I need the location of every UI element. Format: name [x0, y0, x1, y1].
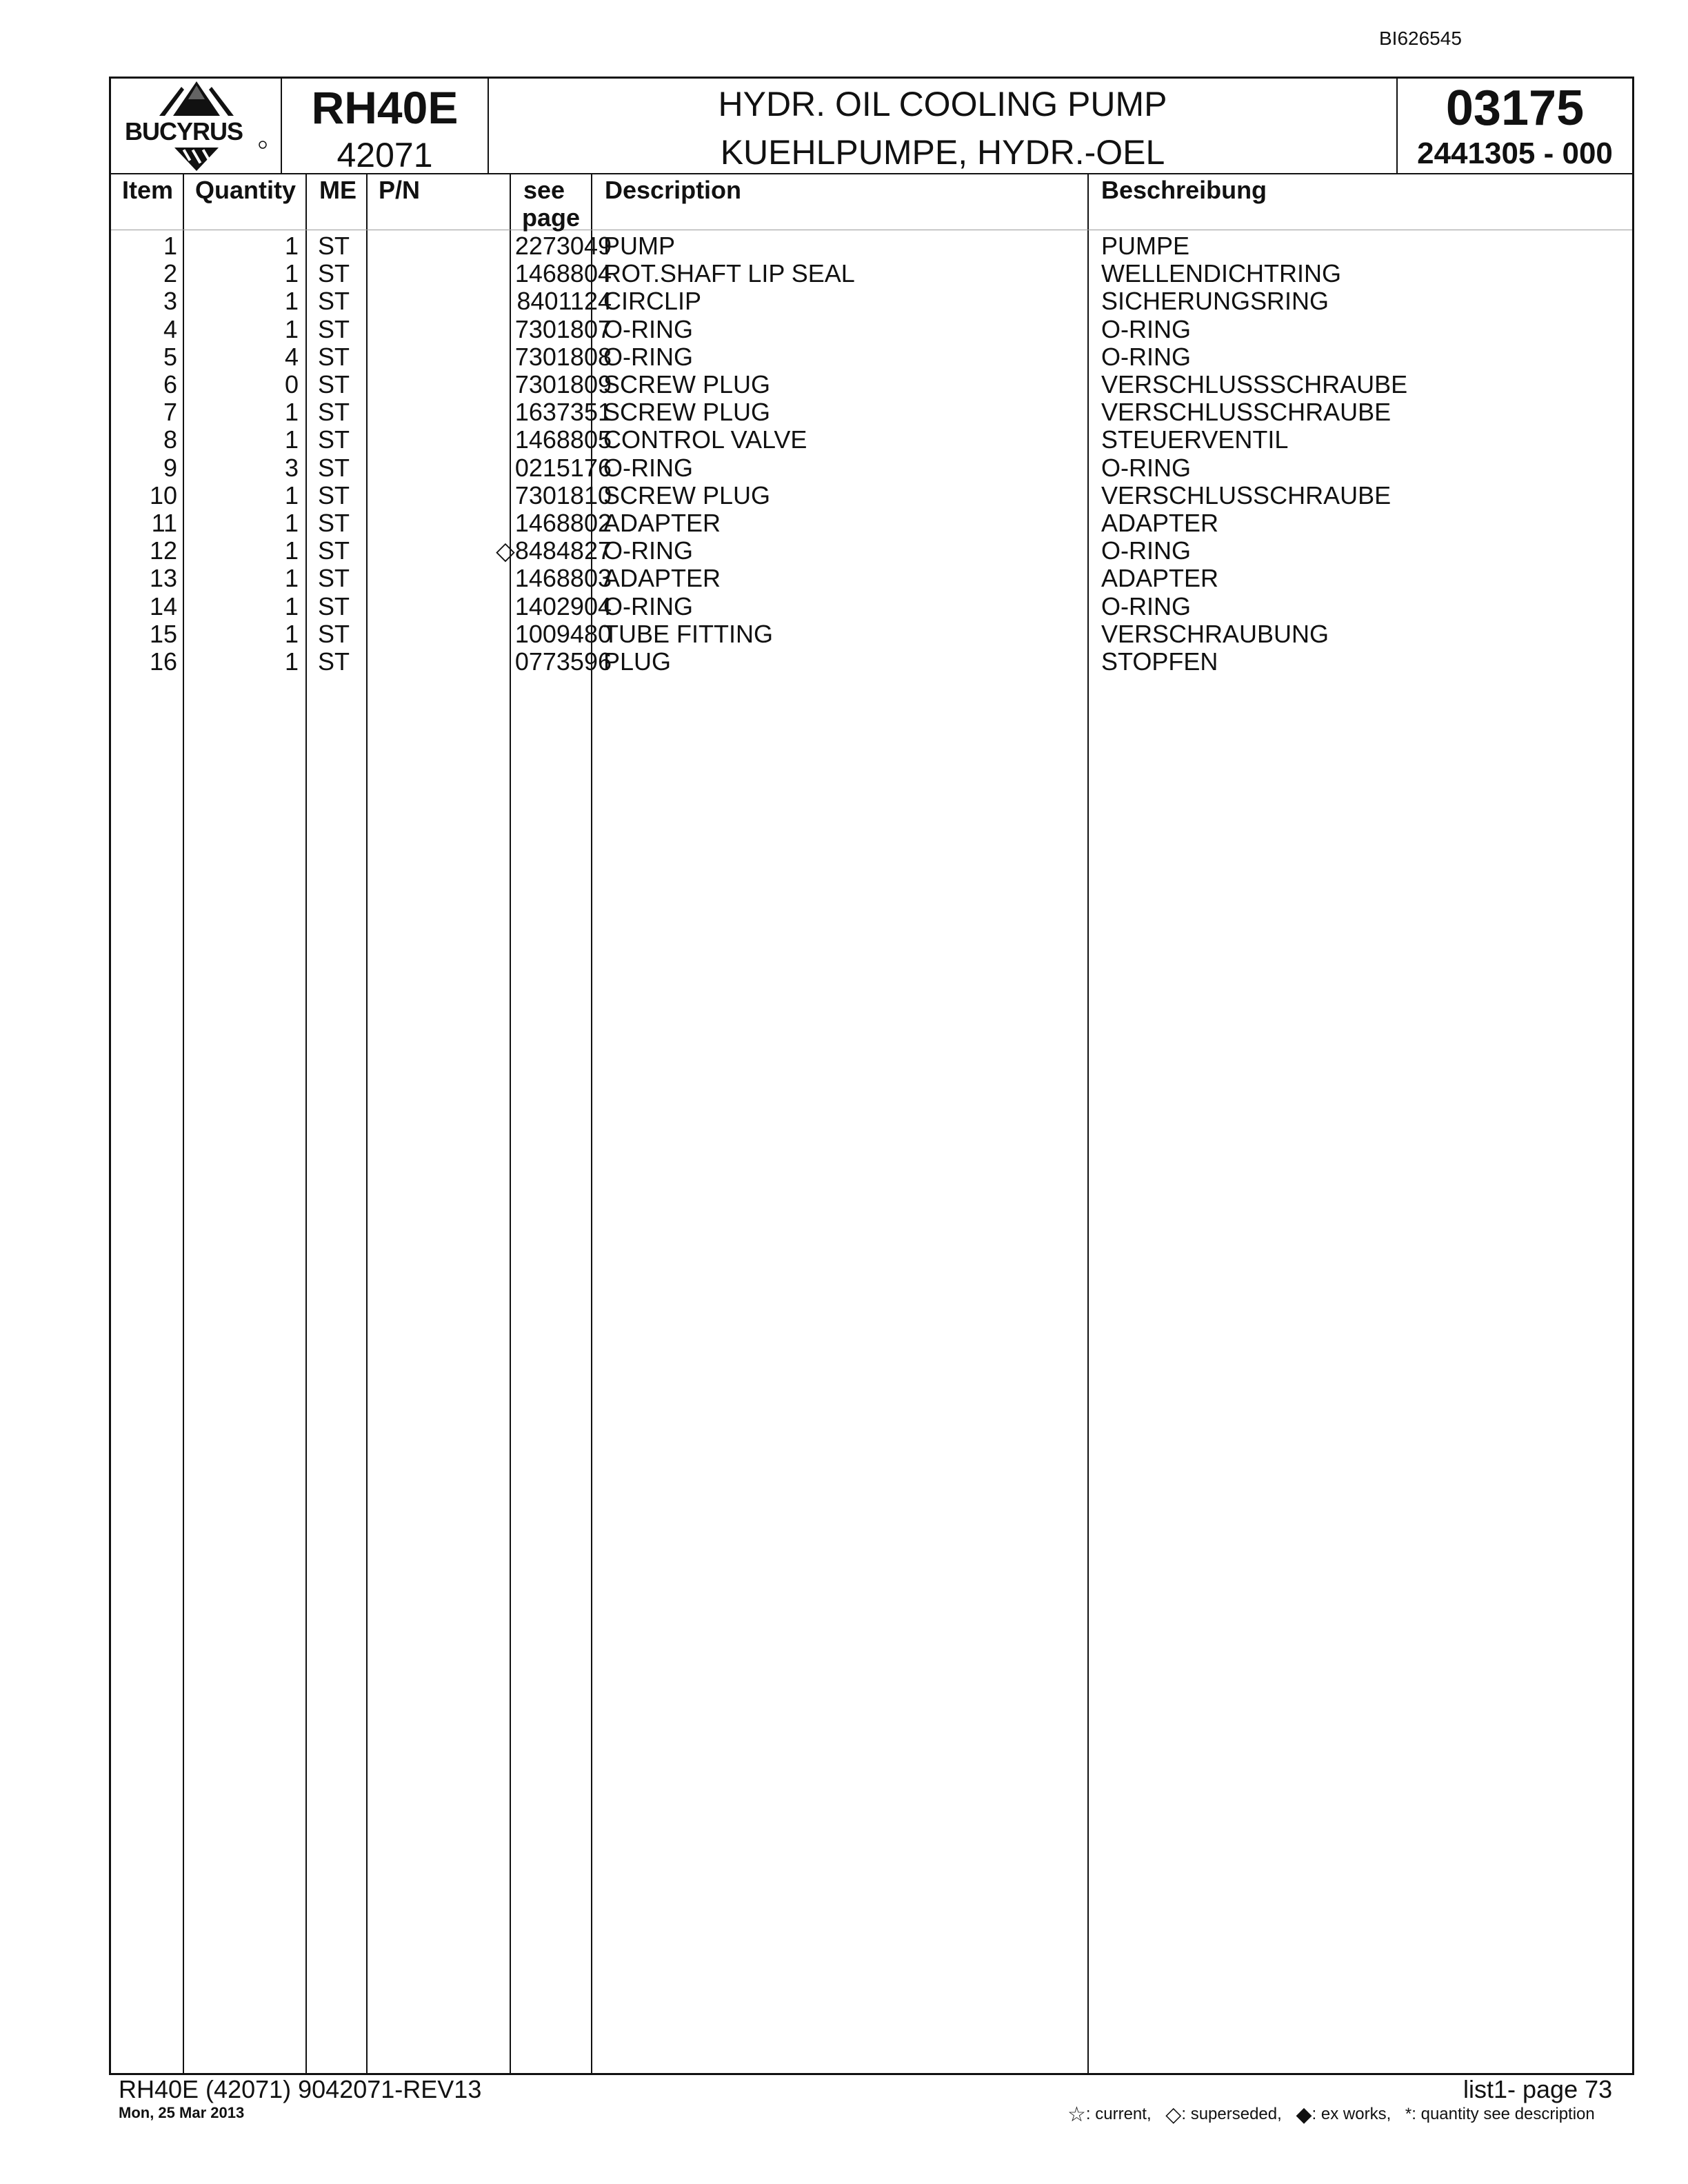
- table-row: [111, 482, 1632, 509]
- table-row: [111, 260, 1632, 287]
- table-row: [111, 454, 1632, 482]
- cell-part-number: 1402904: [514, 592, 612, 620]
- diamond-filled-icon: ◆: [1296, 2103, 1312, 2126]
- column-header-me: ME: [319, 176, 356, 204]
- cell-beschreibung: O-RING: [1101, 342, 1191, 371]
- cell-part-number: 1468805: [514, 425, 612, 454]
- cell-part-number: 1468804: [514, 259, 612, 288]
- cell-quantity: 4: [284, 342, 299, 371]
- legend-quantity: *: quantity see description: [1405, 2105, 1595, 2123]
- cell-quantity: 1: [284, 564, 299, 593]
- cell-item: 11: [151, 509, 177, 537]
- table-row: [111, 287, 1632, 315]
- cell-me: ST: [318, 619, 350, 648]
- cell-item: 6: [163, 370, 177, 398]
- cell-description: O-RING: [603, 342, 693, 371]
- cell-description: PUMP: [603, 232, 676, 260]
- cell-part-number: 1468803: [514, 564, 612, 593]
- cell-item: 12: [149, 536, 177, 565]
- cell-item: 16: [149, 647, 177, 676]
- title-english: HYDR. OIL COOLING PUMP: [718, 85, 1167, 123]
- cell-me: ST: [318, 564, 350, 593]
- cell-me: ST: [318, 398, 350, 427]
- cell-part-number: 7301808: [514, 342, 612, 371]
- cell-description: O-RING: [603, 592, 693, 620]
- cell-description: ROT.SHAFT LIP SEAL: [603, 259, 855, 288]
- cell-description: PLUG: [603, 647, 672, 676]
- table-row: [111, 343, 1632, 371]
- table-row: [111, 426, 1632, 454]
- table-row: [111, 537, 1632, 565]
- column-header-page: page: [522, 203, 581, 232]
- cell-description: SCREW PLUG: [603, 481, 771, 509]
- cell-description: SCREW PLUG: [603, 370, 771, 398]
- diamond-outline-icon: ◇: [1165, 2103, 1182, 2126]
- model-name: RH40E: [311, 82, 459, 133]
- cell-item: 1: [163, 232, 177, 260]
- cell-item: 9: [163, 453, 177, 482]
- cell-quantity: 1: [284, 592, 299, 620]
- cell-me: ST: [318, 453, 350, 482]
- column-header-description: Description: [605, 176, 742, 204]
- cell-part-number: 0773596: [514, 647, 612, 676]
- cell-description: CIRCLIP: [603, 287, 702, 316]
- cell-description: ADAPTER: [603, 564, 721, 593]
- cell-me: ST: [318, 342, 350, 371]
- section-number: 03175: [1445, 81, 1585, 136]
- cell-item: 4: [163, 314, 177, 343]
- cell-me: ST: [318, 592, 350, 620]
- cell-beschreibung: PUMPE: [1101, 232, 1190, 260]
- cell-item: 5: [163, 342, 177, 371]
- cell-beschreibung: ADAPTER: [1101, 564, 1219, 593]
- page-header: [109, 77, 1634, 174]
- cell-description: CONTROL VALVE: [603, 425, 807, 454]
- section-reference: 2441305 - 000: [1417, 136, 1613, 170]
- column-header-item: Item: [122, 176, 174, 204]
- cell-me: ST: [318, 647, 350, 676]
- cell-me: ST: [318, 314, 350, 343]
- cell-item: 13: [149, 564, 177, 593]
- cell-quantity: 1: [284, 509, 299, 537]
- logo-text: BUCYRUS: [125, 117, 243, 145]
- table-row: [111, 648, 1632, 676]
- title-german: KUEHLPUMPE, HYDR.-OEL: [720, 133, 1165, 172]
- column-header-see: see: [523, 176, 565, 204]
- cell-part-number: 7301807: [514, 314, 612, 343]
- table-row: [111, 620, 1632, 648]
- table-row: [111, 371, 1632, 398]
- cell-me: ST: [318, 259, 350, 288]
- cell-description: O-RING: [603, 536, 693, 565]
- cell-quantity: 1: [284, 259, 299, 288]
- title-cell: [489, 79, 1398, 173]
- cell-beschreibung: STOPFEN: [1101, 647, 1218, 676]
- cell-part-number: 1468802: [514, 509, 612, 537]
- cell-description: TUBE FITTING: [603, 619, 773, 648]
- cell-quantity: 1: [284, 398, 299, 427]
- column-header-beschreibung: Beschreibung: [1101, 176, 1267, 204]
- cell-me: ST: [318, 232, 350, 260]
- cell-beschreibung: SICHERUNGSRING: [1101, 287, 1329, 316]
- legend-ex-works: ◆: ex works,: [1296, 2103, 1391, 2126]
- cell-description: ADAPTER: [603, 509, 721, 537]
- cell-quantity: 0: [284, 370, 299, 398]
- cell-part-number: 7301810: [514, 481, 612, 509]
- asterisk-icon: *: [1405, 2105, 1412, 2123]
- table-row: [111, 232, 1632, 260]
- logo-cell: [111, 79, 282, 173]
- cell-me: ST: [318, 509, 350, 537]
- cell-quantity: 1: [284, 647, 299, 676]
- cell-item: 7: [163, 398, 177, 427]
- cell-part-number: 1637351: [514, 398, 612, 427]
- document-id: BI626545: [1379, 28, 1462, 49]
- cell-item: 14: [149, 592, 177, 620]
- cell-quantity: 1: [284, 287, 299, 316]
- cell-item: 15: [149, 619, 177, 648]
- section-cell: [1398, 79, 1632, 173]
- cell-description: O-RING: [603, 314, 693, 343]
- bucyrus-logo: [119, 81, 275, 174]
- cell-me: ST: [318, 536, 350, 565]
- footer-date: Mon, 25 Mar 2013: [119, 2104, 245, 2121]
- cell-item: 2: [163, 259, 177, 288]
- cell-beschreibung: WELLENDICHTRING: [1101, 259, 1342, 288]
- footer-page-number: list1- page 73: [1463, 2075, 1613, 2103]
- cell-me: ST: [318, 425, 350, 454]
- cell-description: O-RING: [603, 453, 693, 482]
- cell-description: SCREW PLUG: [603, 398, 771, 427]
- cell-beschreibung: VERSCHLUSSCHRAUBE: [1101, 398, 1391, 427]
- legend-superseded: ◇: superseded,: [1165, 2103, 1282, 2126]
- cell-me: ST: [318, 287, 350, 316]
- column-header-pn: P/N: [379, 176, 421, 204]
- cell-beschreibung: O-RING: [1101, 453, 1191, 482]
- star-outline-icon: ☆: [1067, 2103, 1086, 2126]
- cell-beschreibung: VERSCHRAUBUNG: [1101, 619, 1329, 648]
- cell-item: 3: [163, 287, 177, 316]
- cell-part-number: 7301809: [514, 370, 612, 398]
- footer-legend: [1067, 2103, 1605, 2127]
- table-row: [111, 565, 1632, 592]
- table-row: [111, 593, 1632, 620]
- cell-beschreibung: O-RING: [1101, 314, 1191, 343]
- footer-document-ref: RH40E (42071) 9042071-REV13: [119, 2075, 482, 2103]
- model-code: 42071: [336, 136, 433, 174]
- model-cell: [282, 79, 489, 173]
- column-header-quantity: Quantity: [195, 176, 297, 204]
- cell-item: 8: [163, 425, 177, 454]
- cell-part-number: 2273049: [514, 232, 612, 260]
- cell-quantity: 1: [284, 619, 299, 648]
- cell-quantity: 1: [284, 425, 299, 454]
- legend-current: ☆: current,: [1067, 2103, 1152, 2126]
- cell-item: 10: [149, 481, 177, 509]
- cell-part-number: 1009480: [514, 619, 612, 648]
- table-row: [111, 398, 1632, 426]
- cell-part-number: 8401124: [516, 287, 612, 316]
- cell-part-number: 0215176: [514, 453, 612, 482]
- cell-beschreibung: VERSCHLUSSCHRAUBE: [1101, 481, 1391, 509]
- cell-beschreibung: ADAPTER: [1101, 509, 1219, 537]
- cell-quantity: 1: [284, 314, 299, 343]
- parts-table: [109, 174, 1634, 2075]
- cell-me: ST: [318, 481, 350, 509]
- table-row: [111, 509, 1632, 537]
- cell-quantity: 1: [284, 481, 299, 509]
- cell-part-number: ◇8484827: [496, 536, 612, 565]
- table-row: [111, 316, 1632, 343]
- cell-beschreibung: STEUERVENTIL: [1101, 425, 1289, 454]
- cell-quantity: 3: [284, 453, 299, 482]
- cell-beschreibung: O-RING: [1101, 592, 1191, 620]
- cell-beschreibung: VERSCHLUSSSCHRAUBE: [1101, 370, 1408, 398]
- cell-quantity: 1: [284, 536, 299, 565]
- cell-me: ST: [318, 370, 350, 398]
- cell-quantity: 1: [284, 232, 299, 260]
- cell-beschreibung: O-RING: [1101, 536, 1191, 565]
